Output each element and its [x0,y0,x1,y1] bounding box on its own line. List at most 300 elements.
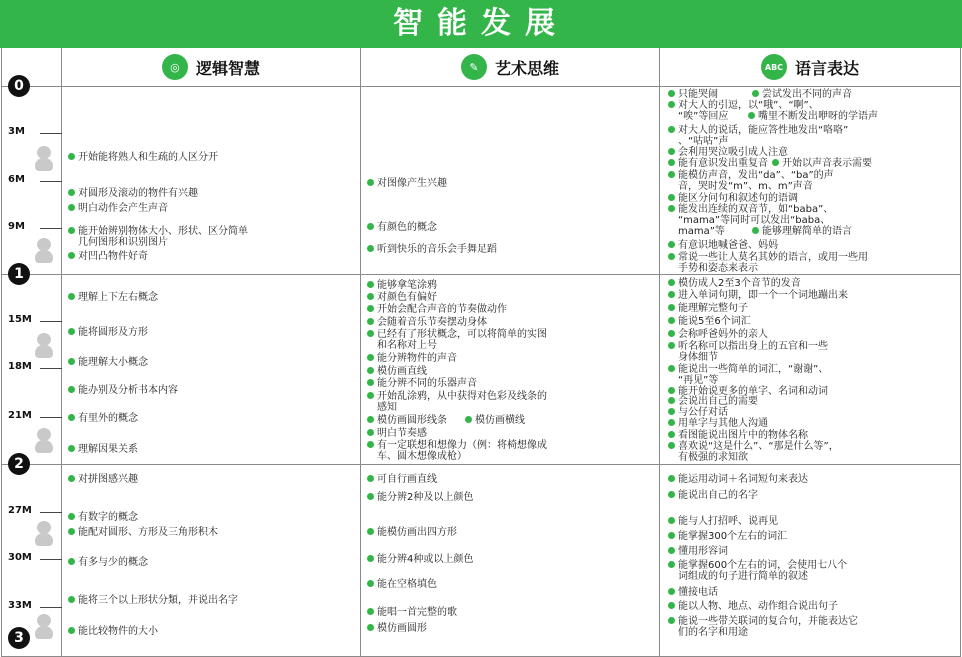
milestone-item [668,170,834,192]
milestone-text: 几何图形和识别图片 [78,237,168,248]
baby-icon [33,521,55,547]
bullet-dot [68,386,75,393]
milestone-text: 用单字与其他人沟通 [678,418,768,429]
bullet-dot [367,475,374,482]
tick-line [40,181,62,182]
milestone-text: “mama”等同时可以发出“baba、 [678,215,831,226]
bullet-dot [668,342,675,349]
bullet-dot [748,112,755,119]
month-marker [8,221,60,235]
milestone-text: 有极强的求知欲 [678,452,748,463]
milestone-item [668,204,833,215]
year-marker-2: 2 [8,453,30,475]
milestone-text: 能有意识发出重复音 [678,158,768,169]
milestone-text: 能分辨2种及以上颜色 [377,492,474,503]
milestone-item [367,244,497,255]
bullet-dot [68,189,75,196]
milestone-text: 能开始说更多的单字、名词和动词 [678,386,828,397]
milestone-item [68,512,138,523]
milestone-item [668,364,828,386]
bullet-dot [668,291,675,298]
milestone-item [668,490,758,501]
bullet-dot [68,528,75,535]
milestone-item [68,595,238,606]
milestone-text: 能将圆形及方形 [78,327,148,338]
milestone-text: 们的名字和用途 [678,627,748,638]
tick-line [40,607,62,608]
bullet-dot [668,304,675,311]
month-marker [8,552,60,566]
bullet-dot [367,367,374,374]
milestone-item [367,579,437,590]
milestone-text: 对大人的引逗，以“哦”、“啊”、 [678,100,819,111]
milestone-text: 能将三个以上形状分類，并说出名字 [78,595,238,606]
milestone-text: 、“咕咕”声 [678,136,729,147]
month-marker [8,174,60,188]
month-label: 30M [8,552,32,563]
milestone-item [68,327,148,338]
bullet-dot [668,365,675,372]
column-header-label: 艺术思维 [494,58,559,78]
milestone-item [772,158,872,169]
milestone-item [367,391,547,413]
milestone-text: 听到快乐的音乐会手舞足蹈 [377,244,497,255]
milestone-text: 能说一些带关联词的复合句，并能表达它 [678,616,858,627]
bullet-dot [68,475,75,482]
bullet-dot [668,431,675,438]
bullet-dot [752,90,759,97]
bullet-dot [668,442,675,449]
bullet-dot [68,414,75,421]
bullet-dot [465,416,472,423]
milestone-item [752,89,852,100]
milestone-text: mama”等 [678,226,725,237]
bullet-dot [367,281,374,288]
milestone-item [668,89,718,100]
milestone-item [668,240,778,251]
milestone-text: 嘴里不断发出咿呀的学语声 [758,111,878,122]
milestone-item [668,158,768,169]
milestone-text: 词组成的句子进行简单的叙述 [678,571,808,582]
tick-line [40,321,62,322]
milestone-text: 对大人的说话，能应答性地发出“咯咯” [678,125,849,136]
milestone-item [367,554,473,565]
milestone-text: 理解上下左右概念 [78,292,158,303]
milestone-text: 模仿成人2至3个音节的发音 [678,278,801,289]
bullet-dot [68,227,75,234]
bullet-dot [668,517,675,524]
bullet-dot [367,429,374,436]
milestone-item [367,366,427,377]
milestone-text: “再见”等 [678,375,719,386]
bullet-dot [668,148,675,155]
bullet-dot [668,253,675,260]
bullet-dot [367,624,374,631]
month-marker [8,600,60,614]
bullet-dot [668,561,675,568]
milestone-item [668,441,839,463]
bullet-dot [772,159,779,166]
bullet-dot [668,532,675,539]
bullet-dot [367,528,374,535]
milestone-item [367,492,473,503]
milestone-text: 听名称可以指出身上的五官和一些 [678,341,828,352]
baby-icon [33,614,55,640]
year-marker-3: 3 [8,627,30,649]
milestone-text: 能发出连续的双音节，如“baba”、 [678,204,834,215]
bullet-dot [367,179,374,186]
bullet-dot [367,416,374,423]
milestone-item [668,290,848,301]
milestone-item [668,430,808,441]
milestone-item [68,527,218,538]
brush-icon: ✎ [461,54,487,80]
bullet-dot [668,317,675,324]
bullet-dot [668,602,675,609]
bullet-dot [68,293,75,300]
milestone-text: 能理解完整句子 [678,303,748,314]
month-label: 21M [8,410,32,421]
milestone-text: 能以人物、地点、动作组合说出句子 [678,601,838,612]
bullet-dot [367,305,374,312]
milestone-text: 能够理解简单的语言 [762,226,852,237]
milestone-item [367,428,427,439]
milestone-text: 能分辨物件的声音 [377,353,457,364]
milestone-item [367,329,547,351]
bullet-dot [668,419,675,426]
bullet-dot [668,241,675,248]
milestone-text: 对拼图感兴趣 [78,474,138,485]
milestone-text: 模仿画直线 [377,366,427,377]
milestone-text: 模仿画横线 [475,415,525,426]
month-label: 3M [8,126,25,137]
milestone-item [668,560,847,582]
milestone-text: 身体细节 [678,352,718,363]
milestone-text: 有意识地喊爸爸、妈妈 [678,240,778,251]
milestone-text: 只能哭闹 [678,89,718,100]
milestone-text: 感知 [377,402,397,413]
milestone-item [68,203,168,214]
column-header-art [361,48,659,86]
grid-line [960,48,961,657]
milestone-text: 懂接电话 [678,587,718,598]
grid-line [1,86,961,87]
milestone-text: 看图能说出图片中的物体名称 [678,430,808,441]
milestone-item [668,601,838,612]
bullet-dot [367,318,374,325]
milestone-text: 可自行画直线 [377,474,437,485]
bullet-dot [367,555,374,562]
milestone-text: 开始以声音表示需要 [782,158,872,169]
milestone-text: 能比较物件的大小 [78,626,158,637]
milestone-item [668,616,858,638]
milestone-item [678,226,725,237]
milestone-text: 与公仔对话 [678,407,728,418]
milestone-item [748,111,878,122]
bullet-dot [367,608,374,615]
milestone-text: 能理解大小概念 [78,357,148,368]
milestone-item [465,415,525,426]
milestone-text: 对颜色有偏好 [377,292,437,303]
milestone-text: 理解因果关系 [78,444,138,455]
milestone-text: 能唱一首完整的歌 [377,607,457,618]
month-label: 15M [8,314,32,325]
baby-icon [33,333,55,359]
milestone-text: 会利用哭泣吸引成人注意 [678,147,788,158]
milestone-item [68,251,148,262]
bullet-dot [68,328,75,335]
milestone-text: 喜欢说“这是什么”、“那是什么等”， [678,441,839,452]
bullet-dot [367,223,374,230]
bullet-dot [68,627,75,634]
month-label: 9M [8,221,25,232]
milestone-text: 有里外的概念 [78,413,138,424]
month-label: 18M [8,361,32,372]
bullet-dot [668,171,675,178]
month-label: 33M [8,600,32,611]
bullet-dot [68,513,75,520]
milestone-item [68,444,138,455]
month-label: 27M [8,505,32,516]
month-marker [8,361,60,375]
milestone-item [668,329,768,340]
tick-line [40,228,62,229]
milestone-text: 能开始辨别物体大小、形状、区分简单 [78,226,248,237]
milestone-text: 对圆形及滚动的物件有兴趣 [78,188,198,199]
grid-line [659,48,660,657]
milestone-item [668,341,828,363]
milestone-text: 开始能将熟人和生疏的人区分开 [78,152,218,163]
bullet-dot [68,252,75,259]
milestone-text: 能掌握300个左右的词汇 [678,531,788,542]
abc-icon: ABC [761,54,787,80]
bullet-dot [668,194,675,201]
milestone-item [68,474,138,485]
bullet-dot [367,293,374,300]
bullet-dot [68,153,75,160]
milestone-text: 能运用动词＋名词短句来表达 [678,474,808,485]
bullet-dot [68,204,75,211]
milestone-text: 音，哭时发“m”、m、m”声音 [678,181,813,192]
milestone-text: 能配对圆形、方形及三角形积木 [78,527,218,538]
grid-line [1,464,961,465]
milestone-text: 能办别及分析书本内容 [78,385,178,396]
milestone-item [678,215,830,226]
bullet-dot [68,358,75,365]
bullet-dot [668,588,675,595]
bullet-dot [668,547,675,554]
bullet-dot [668,617,675,624]
bullet-dot [668,397,675,404]
milestone-item [668,546,728,557]
month-label: 6M [8,174,25,185]
milestone-item [68,413,138,424]
milestone-text: 能模仿画出四方形 [377,527,457,538]
milestone-item [367,415,447,426]
baby-icon [33,146,55,172]
bullet-dot [752,227,759,234]
milestone-item [367,222,437,233]
milestone-text: 有一定联想和想像力（例：将椅想像成 [377,440,547,451]
milestone-item [68,188,198,199]
bullet-dot [668,408,675,415]
tick-line [40,133,62,134]
milestone-item [668,407,728,418]
bullet-dot [668,90,675,97]
bullet-dot [668,387,675,394]
milestone-item [68,226,248,248]
milestone-item [367,178,447,189]
milestone-item [678,111,728,122]
milestone-item [668,531,787,542]
bullet-dot [668,205,675,212]
milestone-item [367,292,437,303]
milestone-text: 能分辨不同的乐器声音 [377,378,477,389]
baby-icon [33,428,55,454]
bullet-dot [367,330,374,337]
milestone-item [668,316,751,327]
milestone-text: 能区分问句和叙述句的语调 [678,193,798,204]
bullet-dot [668,475,675,482]
milestone-item [68,152,218,163]
bullet-dot [668,126,675,133]
milestone-item [668,474,808,485]
baby-icon [33,238,55,264]
milestone-text: 进入单词句期，即一个一个词地蹦出来 [678,290,848,301]
milestone-item [367,353,457,364]
milestone-text: 对图像产生兴趣 [377,178,447,189]
milestone-item [668,303,748,314]
milestone-item [367,623,427,634]
milestone-text: 能够拿笔涂鸦 [377,280,437,291]
bullet-dot [367,392,374,399]
milestone-text: 会称呼爸妈外的亲人 [678,329,768,340]
milestone-text: 会说出自己的需要 [678,396,758,407]
month-marker [8,410,60,424]
milestone-text: 能在空格填色 [377,579,437,590]
milestone-item [68,357,148,368]
month-marker [8,505,60,519]
milestone-text: 能模仿声音，发出“da”、“ba”的声 [678,170,834,181]
milestone-text: 对凹凸物件好奇 [78,251,148,262]
milestone-text: 和名称对上号 [377,340,437,351]
bullet-dot [668,330,675,337]
bullet-dot [367,245,374,252]
milestone-item [68,626,158,637]
milestone-item [752,226,852,237]
bullet-dot [668,279,675,286]
grid-line [1,274,961,275]
bullet-dot [367,354,374,361]
milestone-text: 有颜色的概念 [377,222,437,233]
milestone-text: 尝试发出不同的声音 [762,89,852,100]
tick-line [40,512,62,513]
milestone-text: 能说出自己的名字 [678,490,758,501]
milestone-text: 能与人打招呼、说再见 [678,516,778,527]
year-marker-0: 0 [8,75,30,97]
bullet-dot [68,445,75,452]
milestone-text: 能说5至6个词汇 [678,316,751,327]
puzzle-icon: ◎ [162,54,188,80]
milestone-item [668,516,778,527]
milestone-text: 开始会配合声音的节奏做动作 [377,304,507,315]
grid-line [1,48,2,657]
milestone-item [367,440,547,462]
grid-line [360,48,361,657]
tick-line [40,417,62,418]
milestone-text: “唉”等回应 [678,111,729,122]
milestone-text: 明白动作会产生声音 [78,203,168,214]
tick-line [40,559,62,560]
milestone-item [668,100,819,111]
column-header-logic [62,48,360,86]
title-banner [0,0,962,48]
bullet-dot [668,159,675,166]
milestone-text: 会随着音乐节奏摆动身体 [377,317,487,328]
milestone-text: 明白节奏感 [377,428,427,439]
milestone-text: 车、圆木想像成枪） [377,451,467,462]
milestone-text: 懂用形容词 [678,546,728,557]
milestone-text: 手势和姿态来表示 [678,263,758,274]
milestone-item [668,278,801,289]
milestone-item [668,252,868,274]
milestone-item [367,607,457,618]
milestone-item [367,474,437,485]
milestone-item [668,147,788,158]
milestone-item [668,418,768,429]
milestone-text: 能分辨4种或以上颜色 [377,554,474,565]
milestone-item [367,527,457,538]
milestone-item [367,280,437,291]
column-header-label: 语言表达 [794,58,859,78]
year-marker-1: 1 [8,263,30,285]
month-marker [8,126,60,140]
milestone-text: 模仿画圆形 [377,623,427,634]
milestone-text: 能说出一些简单的词汇，“谢谢”、 [678,364,829,375]
bullet-dot [668,101,675,108]
milestone-text: 有数字的概念 [78,512,138,523]
milestone-text: 有多与少的概念 [78,557,148,568]
milestone-item [668,396,758,407]
bullet-dot [367,379,374,386]
bullet-dot [68,558,75,565]
milestone-item [367,317,487,328]
column-header-language [660,48,960,86]
month-marker [8,314,60,328]
bullet-dot [68,596,75,603]
milestone-item [668,125,848,147]
milestone-text: 已经有了形状概念，可以将简单的实图 [377,329,547,340]
column-header-label: 逻辑智慧 [195,58,260,78]
milestone-item [68,292,158,303]
milestone-item [68,385,178,396]
page-title: 智能发展 [393,6,569,41]
milestone-item [668,587,718,598]
milestone-text: 常说一些让人莫名其妙的语言，或用一些用 [678,252,868,263]
milestone-text: 模仿画圆形线条 [377,415,447,426]
bullet-dot [367,580,374,587]
milestone-item [68,557,148,568]
bullet-dot [367,441,374,448]
grid-line [61,48,62,657]
milestone-text: 开始乱涂鸦，从中获得对色彩及线条的 [377,391,547,402]
bullet-dot [367,493,374,500]
milestone-item [668,193,798,204]
tick-line [40,368,62,369]
milestone-item [367,378,477,389]
milestone-item [367,304,507,315]
bullet-dot [668,491,675,498]
